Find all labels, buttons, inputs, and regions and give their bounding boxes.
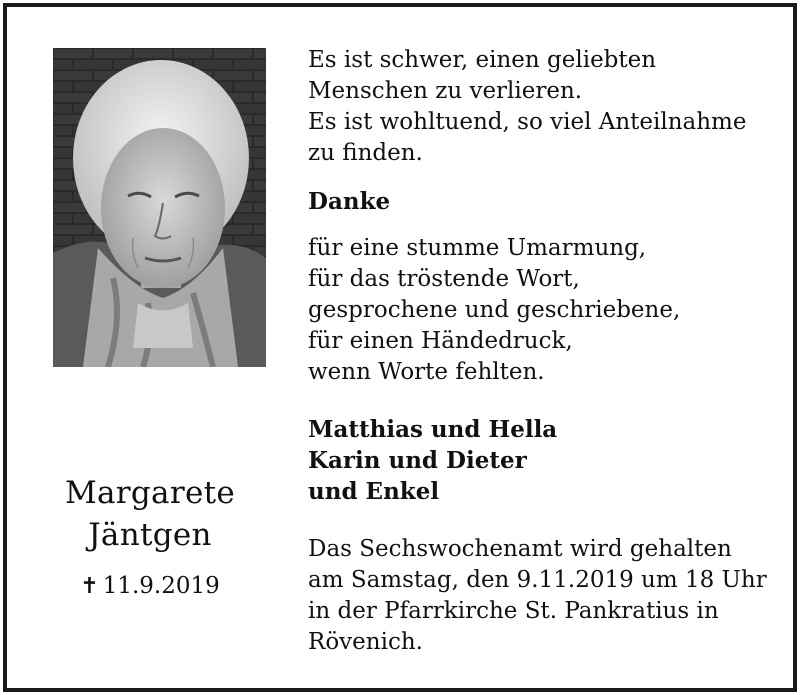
death-date: 11.9.2019 — [102, 573, 220, 599]
portrait-photo — [53, 48, 266, 367]
thanks-line: wenn Worte fehlten. — [308, 359, 545, 385]
quote-line: Es ist wohltuend, so viel Anteilnahme — [308, 109, 747, 135]
signer-line: Matthias und Hella — [308, 416, 558, 443]
signer-line: Karin und Dieter — [308, 447, 527, 474]
service-line: Rövenich. — [308, 629, 423, 655]
service-line: Das Sechswochenamt wird gehalten — [308, 536, 732, 562]
death-date-line — [40, 571, 260, 602]
signers-block — [308, 414, 778, 507]
deceased-first-name: Margarete — [64, 475, 236, 511]
thanks-line: für einen Händedruck, — [308, 328, 573, 354]
quote-block — [308, 45, 778, 169]
service-notice — [308, 534, 778, 658]
cross-icon: ✝ — [80, 574, 99, 599]
quote-line: Es ist schwer, einen geliebten — [308, 47, 657, 73]
thanks-block — [308, 233, 778, 388]
service-line: am Samstag, den 9.11.2019 um 18 Uhr — [308, 567, 767, 593]
thanks-line: für eine stumme Umarmung, — [308, 235, 647, 261]
thanks-line: gesprochene und geschriebene, — [308, 297, 681, 323]
thanks-line: für das tröstende Wort, — [308, 266, 580, 292]
deceased-last-name: Jäntgen — [88, 517, 212, 553]
quote-line: zu finden. — [308, 140, 423, 166]
quote-line: Menschen zu verlieren. — [308, 78, 583, 104]
service-line: in der Pfarrkirche St. Pankratius in — [308, 598, 719, 624]
signer-line: und Enkel — [308, 478, 440, 505]
thanks-heading: Danke — [308, 188, 391, 215]
